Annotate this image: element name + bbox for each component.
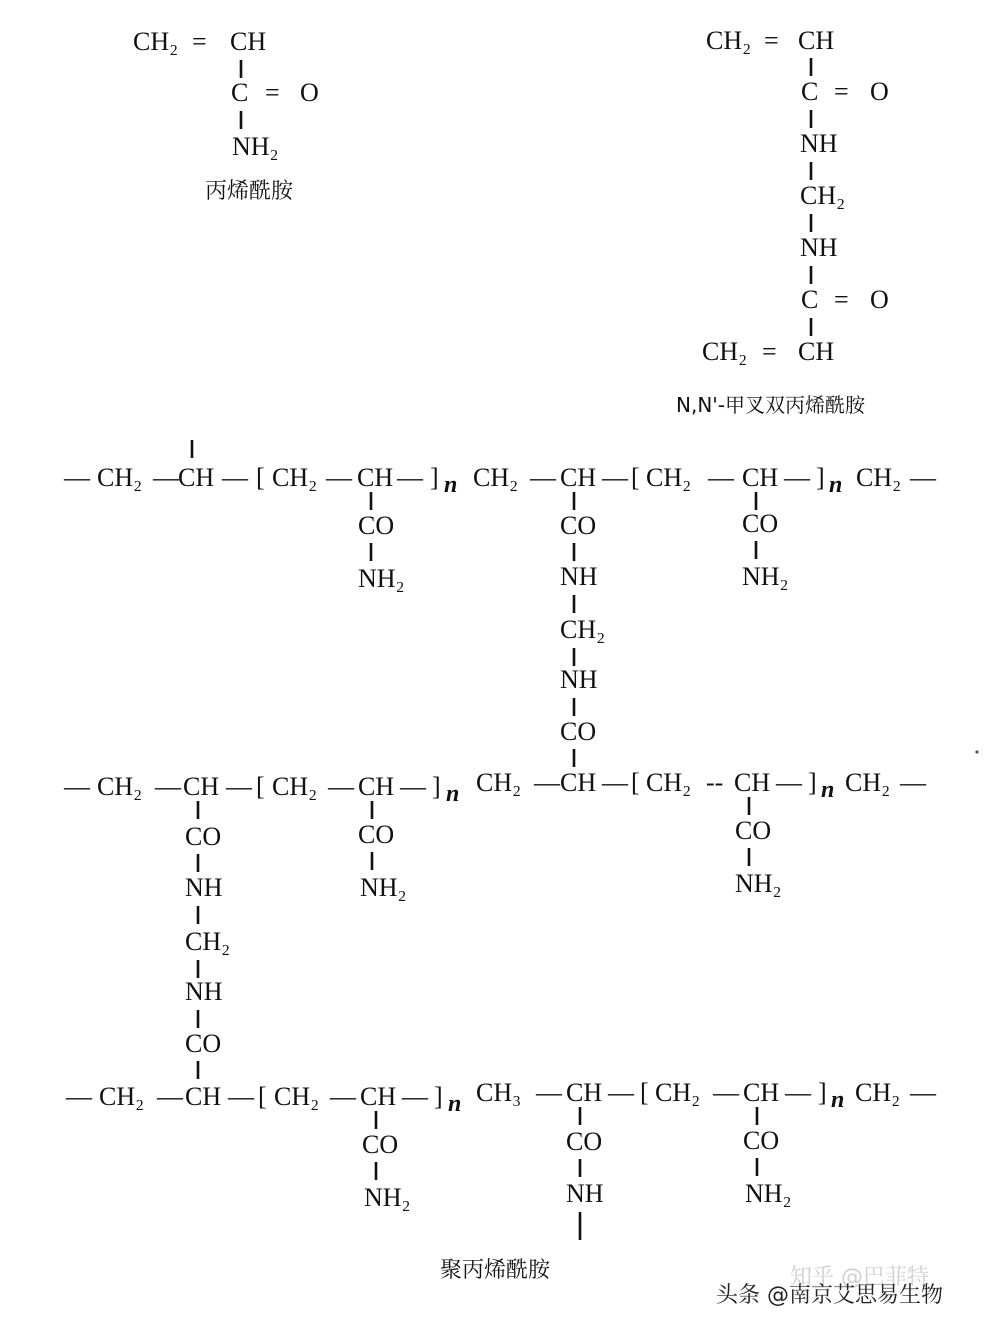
acrylamide-structure	[133, 27, 319, 204]
nh-group: NH	[185, 977, 223, 1006]
chain-bond: —	[330, 1082, 356, 1111]
polymer-chain-row-1	[63, 440, 937, 593]
ch-group: CH	[178, 463, 215, 492]
carbonyl-carbon: C	[801, 77, 819, 106]
ch-group: CH	[560, 768, 597, 797]
repeat-subscript: n	[446, 781, 460, 807]
ch-group: CH	[742, 463, 779, 492]
right-bracket: ]	[808, 768, 817, 797]
carbonyl-group: CO	[560, 717, 597, 746]
ch-group: CH	[357, 463, 394, 492]
ch2-group: CH₂	[473, 463, 519, 492]
chain-bond: —	[776, 768, 802, 797]
ch2-group: CH₂	[99, 1082, 145, 1111]
chain-bond: —	[226, 772, 252, 801]
chain-bond: —	[784, 463, 810, 492]
crosslink-bridge-2	[185, 801, 230, 1079]
bisacrylamide-structure	[676, 26, 889, 417]
chain-bond: —	[326, 463, 352, 492]
crosslink-bridge-1	[560, 492, 605, 767]
chain-bond: —	[66, 1082, 92, 1111]
ch2-group: CH₂	[646, 768, 692, 797]
carbonyl-group: CO	[358, 511, 395, 540]
methylene-group: CH₂	[800, 181, 846, 210]
source-watermark: 头条 @南京艾思易生物	[716, 1283, 943, 1308]
double-bond: =	[192, 27, 207, 56]
polyacrylamide-caption: 聚丙烯酰胺	[440, 1258, 551, 1283]
nh-group: NH	[800, 129, 838, 158]
oxygen-atom: O	[870, 77, 889, 106]
ch2-group: CH₂	[476, 768, 522, 797]
right-bracket: ]	[816, 463, 825, 492]
acrylamide-caption: 丙烯酰胺	[205, 179, 294, 204]
right-bracket: ]	[432, 772, 441, 801]
ch2-group: CH₂	[274, 1082, 320, 1111]
ch-group: CH	[360, 1082, 397, 1111]
ch-group: CH	[185, 1082, 222, 1111]
ch2-group: CH₂	[646, 463, 692, 492]
chain-bond: —	[157, 1082, 183, 1111]
right-bracket: ]	[434, 1082, 443, 1111]
chain-bond: —	[608, 1078, 634, 1107]
repeat-subscript: n	[829, 472, 843, 498]
oxygen-atom: O	[870, 285, 889, 314]
left-bracket: [	[256, 772, 265, 801]
repeat-subscript: n	[821, 777, 835, 803]
carbonyl-group: CO	[358, 820, 395, 849]
left-bracket: [	[631, 463, 640, 492]
polymer-chain-row-3	[65, 1078, 937, 1240]
chain-bond: —	[155, 772, 181, 801]
ch-group: CH	[183, 772, 220, 801]
chain-bond: —	[328, 772, 354, 801]
chain-bond: —	[708, 463, 734, 492]
amine-group: NH₂	[742, 562, 789, 591]
oxygen-atom: O	[300, 78, 319, 107]
left-bracket: [	[640, 1078, 649, 1107]
double-bond: =	[764, 26, 779, 55]
carbonyl-carbon: C	[231, 78, 249, 107]
ch2-group: CH₂	[856, 463, 902, 492]
left-bracket: [	[631, 768, 640, 797]
ch2-group: CH₂	[706, 26, 752, 55]
chain-bond: —	[713, 1078, 739, 1107]
ch2-group: CH₂	[272, 463, 318, 492]
ch3-group: CH₃	[476, 1078, 522, 1107]
ch2-group: CH₂	[702, 337, 748, 366]
carbonyl-group: CO	[362, 1130, 399, 1159]
double-bond: =	[762, 337, 777, 366]
double-bond: =	[265, 78, 280, 107]
ch-group: CH	[734, 768, 771, 797]
ch-group: CH	[743, 1078, 780, 1107]
ch-group: CH	[798, 26, 835, 55]
double-bond: =	[834, 285, 849, 314]
ch2-group: CH₂	[655, 1078, 701, 1107]
nh-group: NH	[560, 665, 598, 694]
chain-bond: —	[910, 463, 936, 492]
ch2-group: CH₂	[97, 463, 143, 492]
faint-watermark: 知乎 @巴菲特	[790, 1265, 929, 1290]
ch-group: CH	[358, 772, 395, 801]
carbonyl-group: CO	[743, 1126, 780, 1155]
nh-group: NH	[800, 233, 838, 262]
chain-bond: —	[400, 772, 426, 801]
ch-group: CH	[566, 1078, 603, 1107]
amine-group: NH₂	[735, 869, 782, 898]
chain-bond: —	[228, 1082, 254, 1111]
repeat-subscript: n	[444, 472, 458, 498]
chain-bond: —	[910, 1078, 936, 1107]
amine-group: NH₂	[232, 132, 279, 161]
carbonyl-group: CO	[735, 816, 772, 845]
repeat-subscript: n	[448, 1091, 462, 1117]
nh-group: NH	[560, 562, 598, 591]
chain-bond: —	[534, 768, 560, 797]
ch-group: CH	[230, 27, 267, 56]
chain-bond: —	[530, 463, 556, 492]
methylene-group: CH₂	[560, 615, 606, 644]
dot-mark	[975, 750, 978, 753]
ch-group: CH	[798, 337, 835, 366]
methylene-group: CH₂	[185, 927, 231, 956]
chain-bond: —	[402, 1082, 428, 1111]
carbonyl-group: CO	[566, 1127, 603, 1156]
ch2-group: CH₂	[133, 27, 179, 56]
repeat-subscript: n	[831, 1087, 845, 1113]
nh-group: NH	[185, 873, 223, 902]
amine-group: NH₂	[364, 1183, 411, 1212]
ch-group: CH	[560, 463, 597, 492]
chain-bond: —	[64, 463, 90, 492]
right-bracket: ]	[430, 463, 439, 492]
double-bond: =	[834, 77, 849, 106]
bisacrylamide-caption: N,N'-甲叉双丙烯酰胺	[676, 393, 865, 417]
nh-group: NH	[566, 1179, 604, 1208]
chain-bond: --	[706, 768, 724, 797]
carbonyl-carbon: C	[801, 285, 819, 314]
chain-bond: —	[536, 1078, 562, 1107]
chain-bond: —	[602, 768, 628, 797]
right-bracket: ]	[818, 1078, 827, 1107]
amine-group: NH₂	[360, 873, 407, 902]
carbonyl-group: CO	[185, 822, 222, 851]
ch2-group: CH₂	[845, 768, 891, 797]
amine-group: NH₂	[745, 1179, 792, 1208]
carbonyl-group: CO	[185, 1029, 222, 1058]
ch2-group: CH₂	[855, 1078, 901, 1107]
ch2-group: CH₂	[97, 772, 143, 801]
amine-group: NH₂	[358, 564, 405, 593]
chain-bond: —	[785, 1078, 811, 1107]
left-bracket: [	[258, 1082, 267, 1111]
carbonyl-group: CO	[560, 511, 597, 540]
left-bracket: [	[256, 463, 265, 492]
chain-bond: —	[64, 772, 90, 801]
chain-bond: —	[900, 768, 926, 797]
chain-bond: —	[153, 463, 179, 492]
carbonyl-group: CO	[742, 509, 779, 538]
chain-bond: —	[222, 463, 248, 492]
chain-bond: —	[602, 463, 628, 492]
ch2-group: CH₂	[272, 772, 318, 801]
chain-bond: —	[397, 463, 423, 492]
